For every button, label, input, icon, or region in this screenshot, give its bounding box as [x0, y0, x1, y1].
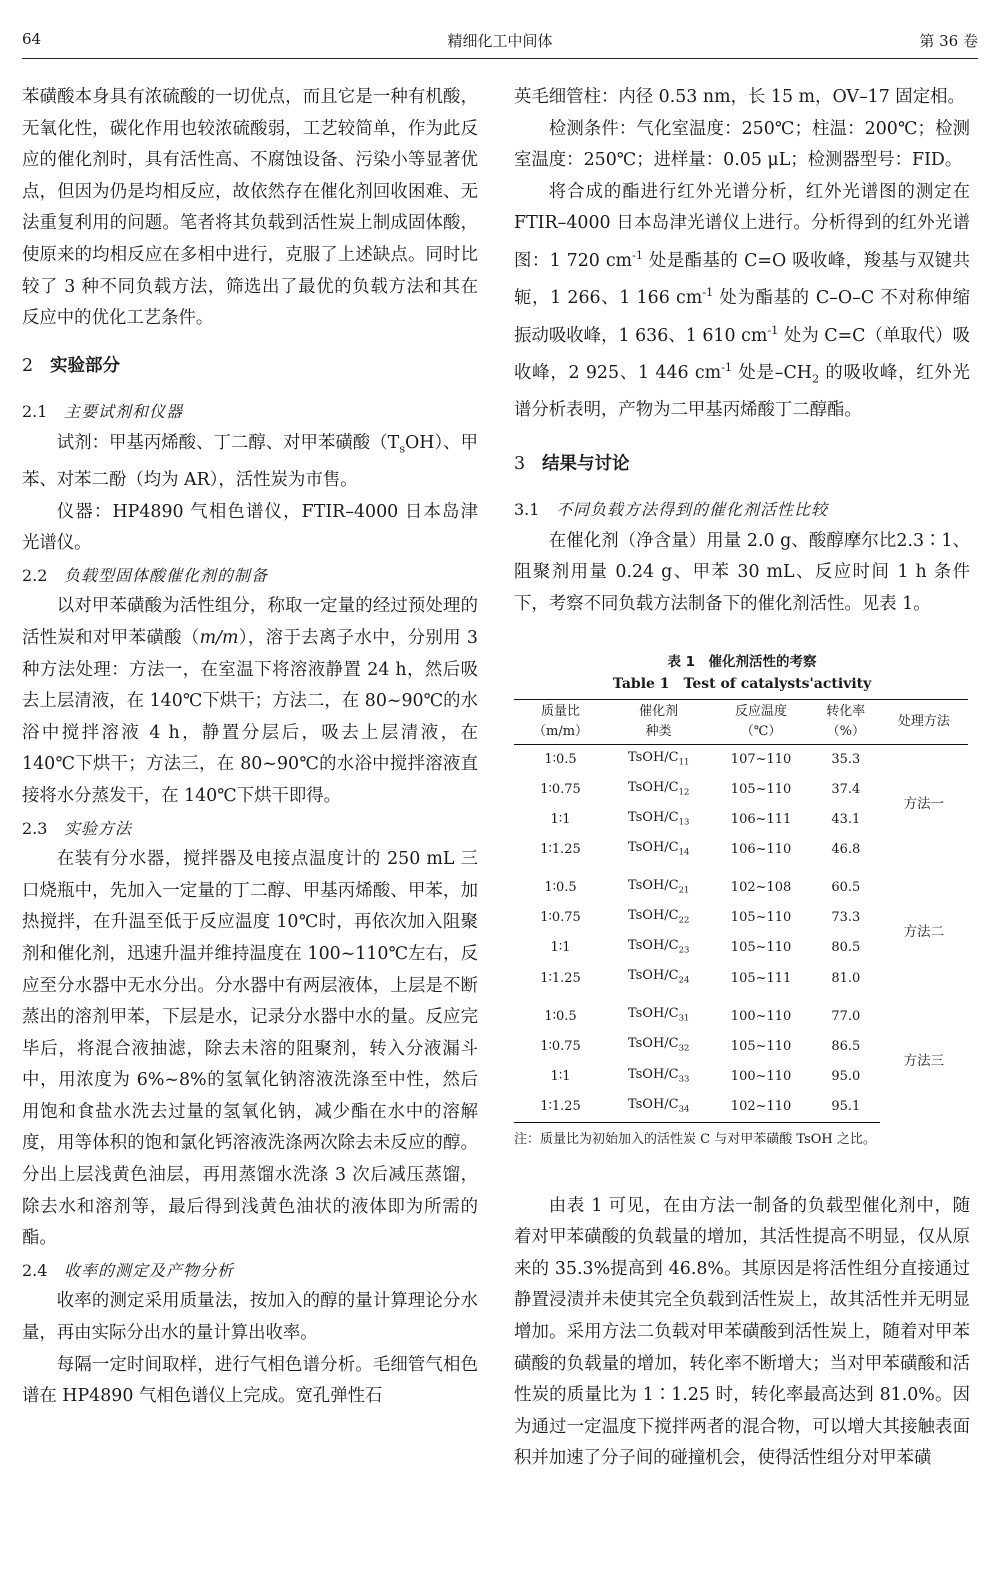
cell-temperature: 106~111: [730, 812, 792, 828]
cell-catalyst: TsOH/$C_{22}$: [627, 908, 690, 925]
cell-temperature: 105~110: [730, 1038, 792, 1054]
cell-catalyst: TsOH/$C_{12}$: [627, 779, 690, 797]
preparation-text-b: ），溶于去离子水中，分别用 3 种方法处理：方法一，在室温下将溶液静置 24 h，然后吸去上层清液，在 140℃下烘干；方法二，在 80~90℃的水浴中搅拌溶液 4 h，静置分层后，吸去上层清液，在 140℃下烘干；方法三，在 80~90℃的水浴中搅拌溶液直接将水分蒸发干，在 140℃下烘干即得。: [22, 627, 478, 806]
reagents-subscript: s: [399, 442, 406, 456]
table-note: 注：质量比为初始加入的活性炭 C 与对甲苯磺酸 TsOH 之比。: [514, 1131, 876, 1147]
detection-paragraph: 检测条件：气化室温度：250℃；柱温：200℃；检测室温度：250℃；进样量：0.05 μL；检测器型号：FID。: [514, 118, 970, 171]
activity-paragraph: 在催化剂（净含量）用量 2.0 g、酸醇摩尔比2.3∶1、阻聚剂用量 0.24 g、甲苯 30 mL、反应时间 1 h 条件下，考察不同负载方法制备下的催化剂活性。见表 1。: [514, 530, 970, 614]
header-rule: [22, 58, 978, 59]
catalyst-activity-table: [514, 699, 968, 1123]
cell-temperature: 102~110: [710, 1092, 812, 1123]
table-caption-cn: 表 1 催化剂活性的考察: [667, 653, 817, 670]
header-method: 处理方法: [880, 699, 968, 744]
cell-ratio: 1∶1.25: [514, 1092, 607, 1123]
cell-catalyst: TsOH/$C_{11}$: [627, 749, 690, 767]
subsection-heading-2-4: [22, 1255, 478, 1287]
section-title: 实验部分: [50, 355, 120, 376]
cell-ratio: 1∶1: [550, 940, 571, 956]
superscript: -1: [702, 286, 714, 300]
subsection-number: 2.1: [22, 402, 48, 422]
subsection-heading-2-2: [22, 560, 478, 592]
cell-catalyst: TsOH/$C_{31}$: [627, 1006, 690, 1023]
cell-conversion: 77.0: [831, 1008, 861, 1024]
cell-conversion: 73.3: [831, 910, 861, 926]
cell-conversion: 46.8: [831, 842, 861, 858]
header-conversion: 转化率 （%）: [812, 699, 880, 744]
ir-text-2: 处是酯基的 C=O 吸收峰，羧基与双键共轭，1 266、1 166 cm: [514, 250, 970, 309]
cell-catalyst: TsOH/$C_{33}$: [627, 1066, 690, 1084]
cell-temperature: 105~111: [730, 970, 792, 986]
cell-catalyst: TsOH/$C_{34}$: [607, 1092, 710, 1123]
cell-temperature: 107~110: [730, 751, 792, 767]
table-row: [514, 993, 968, 1031]
left-column: [22, 82, 478, 1413]
cell-ratio: 1∶0.75: [540, 781, 581, 797]
page-number: 64: [22, 30, 42, 48]
cell-temperature: 102~108: [730, 880, 792, 896]
cell-conversion: 60.5: [831, 880, 861, 896]
cell-temperature: 105~110: [730, 910, 792, 926]
ir-paragraph: [514, 177, 970, 427]
table-body: [514, 744, 968, 1122]
intro-paragraph: 苯磺酸本身具有浓硫酸的一切优点，而且它是一种有机酸，无氧化性，碳化作用也较浓硫酸弱，工艺较简单，作为此反应的催化剂时，具有活性高、不腐蚀设备、污染小等显著优点，但因为仍是均相反应，故依然存在催化剂回收困难、无法重复利用的问题。笔者将其负载到活性炭上制成固体酸，使原来的均相反应在多相中进行，克服了上述缺点。同时比较了 3 种不同负载方法，筛选出了最优的负载方法和其在反应中的优化工艺条件。: [22, 87, 478, 329]
header-catalyst: 催化剂 种类: [607, 699, 710, 744]
section-number: 2: [22, 355, 34, 376]
cell-catalyst: TsOH/$C_{32}$: [627, 1036, 690, 1053]
reagents-paragraph: [22, 428, 478, 497]
cell-catalyst: TsOH/$C_{21}$: [627, 877, 690, 895]
right-column: [514, 82, 970, 1475]
header-temperature: 反应温度 （℃）: [710, 699, 812, 744]
ir-text-3: 处为酯基的 C–O–C 不对称伸缩振动吸收峰，1 636、1 610 cm: [514, 288, 970, 346]
cell-conversion: 95.1: [812, 1092, 880, 1123]
cell-conversion: 81.0: [831, 970, 861, 986]
cell-ratio: 1∶0.75: [540, 1038, 581, 1054]
subsection-title: 负载型固体酸催化剂的制备: [64, 565, 269, 585]
superscript: -1: [632, 248, 644, 262]
method-paragraph: 在装有分水器，搅拌器及电接点温度计的 250 mL 三口烧瓶中，先加入一定量的丁二醇、甲基丙烯酸、甲苯，加热搅拌，在升温至低于反应温度 10℃时，再依次加入阻聚剂和催化剂，迅速升温并维持温度在 100~110℃左右，反应至分水器中无水分出。分水器中有两层液体，上层是不断蒸出的溶剂甲苯，下层是水，记录分水器中水的量。反应完毕后，将混合液抽滤，除去未溶的阻聚剂，转入分液漏斗中，用浓度为 6%~8%的氢氧化钠溶液洗涤至中性，然后用饱和食盐水洗去过量的氢氧化钠，减少酯在水中的溶解度，用等体积的饱和氯化钙溶液洗涤两次除去未反应的醇。分出上层浅黄色油层，再用蒸馏水洗涤 3 次后减压蒸馏，除去水和溶剂等，最后得到浅黄色油状的液体即为所需的酯。: [22, 849, 478, 1249]
cell-ratio: 1∶0.75: [540, 910, 581, 926]
subsection-heading-3-1: [514, 494, 970, 526]
table-caption-en: Table 1 Test of catalysts'activity: [612, 675, 872, 692]
cell-catalyst: TsOH/$C_{24}$: [627, 968, 690, 985]
ir-text-4: 处为 C=C（单取代）吸收峰，2 925、1 446 cm: [514, 325, 970, 383]
cell-ratio: 1∶1.25: [540, 970, 581, 986]
journal-title: 精细化工中间体: [447, 32, 553, 50]
subscript: 2: [811, 372, 820, 386]
section-heading-3: [514, 449, 970, 481]
cell-conversion: 43.1: [831, 812, 861, 828]
superscript: -1: [767, 323, 779, 337]
cell-conversion: 86.5: [831, 1038, 861, 1054]
subsection-heading-2-3: [22, 813, 478, 845]
subsection-title: 实验方法: [64, 818, 133, 838]
cell-ratio: 1∶1.25: [540, 842, 581, 858]
reagents-text-b: OH）、甲苯、对苯二酚（均为 AR），活性炭为市售。: [22, 432, 478, 490]
table-row: [514, 744, 968, 775]
cell-temperature: 100~110: [730, 1008, 792, 1024]
cell-method: 方法一: [903, 796, 945, 812]
subsection-number: 2.4: [22, 1260, 48, 1280]
preparation-text-a: 以对甲苯磺酸为活性组分，称取一定量的经过预处理的活性炭和对甲苯磺酸（: [22, 596, 478, 648]
volume-label: 第 36 卷: [919, 32, 978, 50]
cell-temperature: 100~110: [730, 1068, 792, 1084]
ir-text-6: 的吸收峰，红外光谱分析表明，产物为二甲基丙烯酸丁二醇酯。: [514, 362, 970, 420]
subsection-number: 2.3: [22, 818, 48, 838]
subsection-number: 3.1: [514, 500, 540, 520]
cell-conversion: 35.3: [831, 751, 861, 767]
preparation-paragraph: [22, 591, 478, 812]
section-heading-2: [22, 351, 478, 383]
table-row: [514, 865, 968, 903]
cell-catalyst: TsOH/$C_{23}$: [627, 938, 690, 955]
cell-method: 方法二: [903, 924, 945, 941]
cell-ratio: 1∶0.5: [544, 1008, 577, 1024]
discussion-paragraph: 由表 1 可见，在由方法一制备的负载型催化剂中，随着对甲苯磺酸的负载量的增加，其活性提高不明显，仅从原来的 35.3%提高到 46.8%。其原因是将活性组分直接通过静置浸渍并未使其完全负载到活性炭上，故其活性并无明显增加。采用方法二负载对甲苯磺酸到活性炭上，随着对甲苯磺酸的负载量的增加，转化率不断增大；当对甲苯磺酸和活性炭的质量比为 1∶1.25 时，转化率最高达到 81.0%。因为通过一定温度下搅拌两者的混合物，可以增大其接触表面积并加速了分子间的碰撞机会，使得活性组分对甲苯磺: [514, 1195, 970, 1469]
cell-ratio: 1∶0.5: [544, 880, 577, 896]
gc-paragraph: 每隔一定时间取样，进行气相色谱分析。毛细管气相色谱在 HP4890 气相色谱仪上完成。宽孔弹性石: [22, 1354, 478, 1407]
subsection-heading-2-1: [22, 396, 478, 428]
cell-ratio: 1∶1: [550, 1068, 571, 1084]
reagents-text-a: 试剂：甲基丙烯酸、丁二醇、对甲苯磺酸（T: [56, 432, 400, 453]
column-continuation-paragraph: 英毛细管柱：内径 0.53 nm，长 15 m，OV–17 固定相。: [514, 87, 965, 107]
subsection-number: 2.2: [22, 565, 48, 585]
ir-text-5: 处是–CH: [732, 362, 812, 383]
cell-conversion: 80.5: [831, 940, 861, 956]
superscript: -1: [721, 361, 733, 375]
header-ratio: 质量比 （m/m）: [514, 699, 607, 744]
yield-paragraph: 收率的测定采用质量法，按加入的醇的量计算理论分水量，再由实际分出水的量计算出收率。: [22, 1291, 478, 1344]
section-title: 结果与讨论: [542, 453, 630, 474]
ir-text-1: 将合成的酯进行红外光谱分析，红外光谱图的测定在 FTIR–4000 日本岛津光谱仪上进行。分析得到的红外光谱图：1 720 cm: [514, 181, 970, 271]
cell-temperature: 106~110: [730, 842, 792, 858]
subsection-title: 不同负载方法得到的催化剂活性比较: [556, 500, 829, 520]
mass-ratio-symbol: m/m: [199, 627, 239, 648]
cell-temperature: 105~110: [730, 940, 792, 956]
subsection-title: 收率的测定及产物分析: [64, 1260, 235, 1280]
instruments-paragraph: 仪器：HP4890 气相色谱仪，FTIR–4000 日本岛津光谱仪。: [22, 501, 478, 554]
cell-temperature: 105~110: [730, 781, 792, 797]
cell-ratio: 1∶0.5: [544, 751, 577, 767]
page-header: [22, 30, 978, 58]
cell-conversion: 95.0: [831, 1068, 861, 1084]
cell-catalyst: TsOH/$C_{13}$: [627, 809, 690, 827]
cell-ratio: 1∶1: [550, 812, 571, 828]
cell-method: 方法三: [903, 1053, 945, 1069]
subsection-title: 主要试剂和仪器: [64, 402, 184, 422]
section-number: 3: [514, 453, 526, 474]
cell-catalyst: TsOH/$C_{14}$: [627, 839, 690, 857]
cell-conversion: 37.4: [831, 781, 861, 797]
